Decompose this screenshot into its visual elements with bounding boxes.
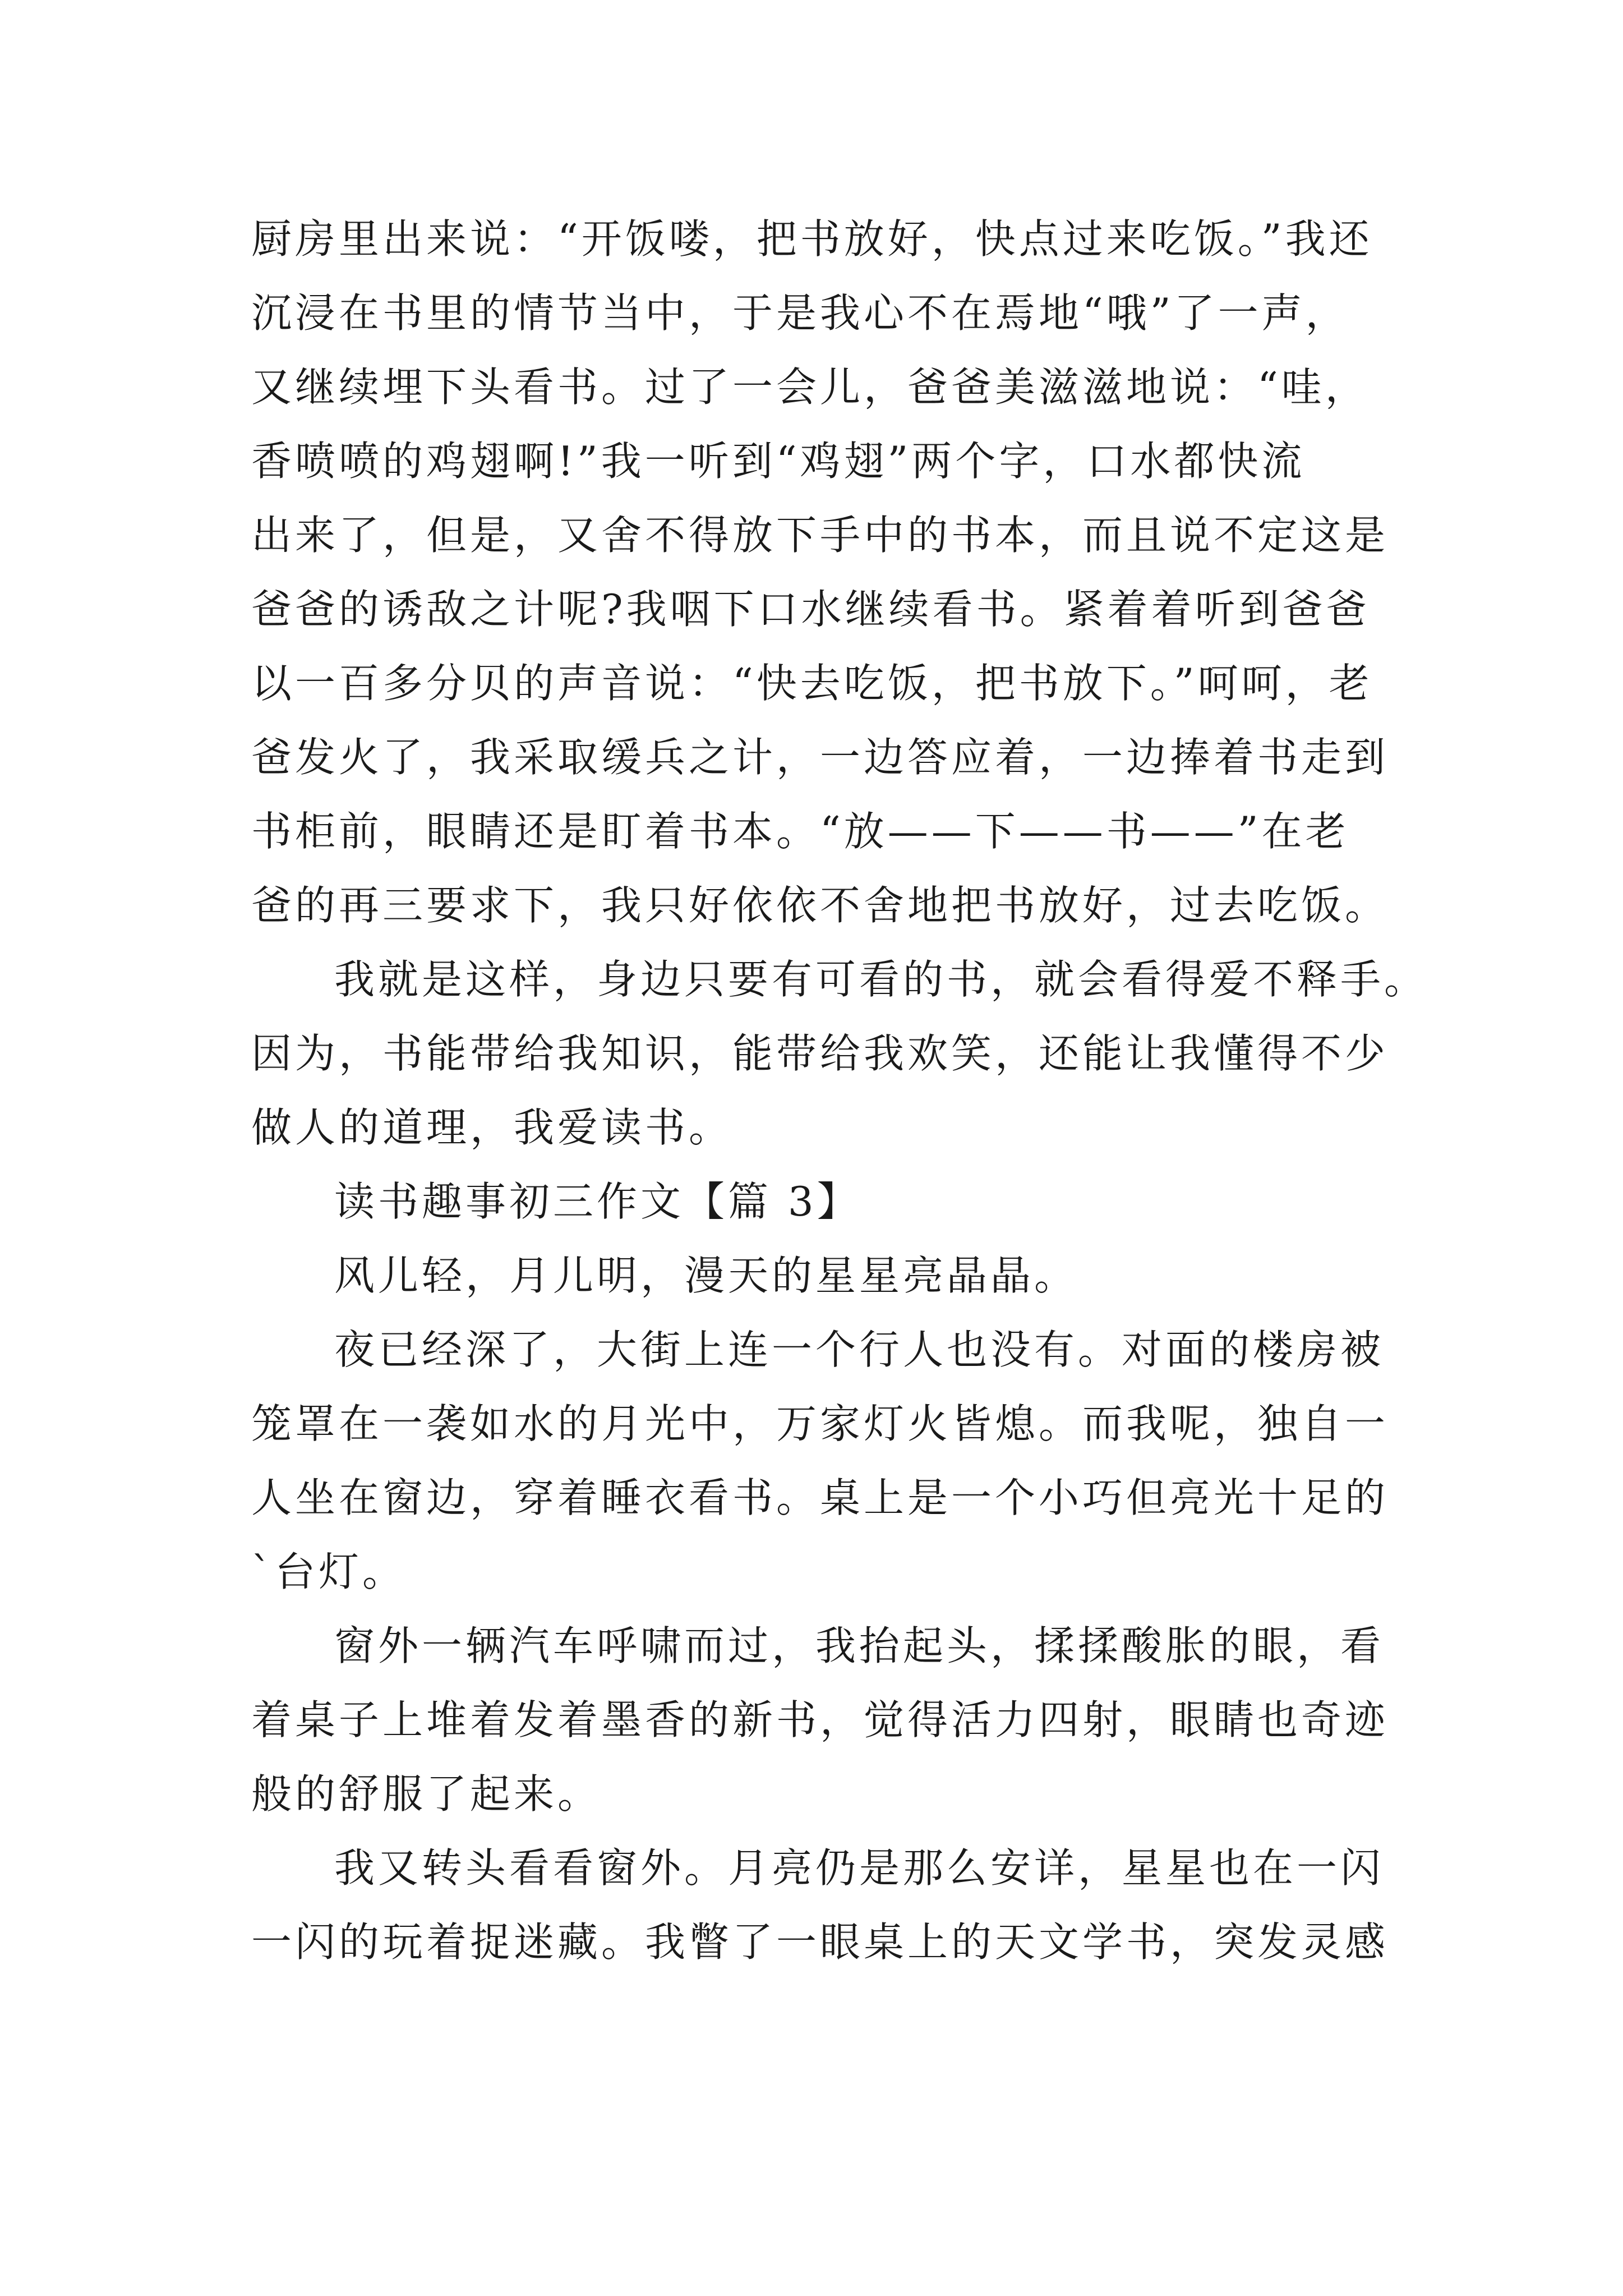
text-line: 风儿轻，月儿明，漫天的星星亮晶晶。 (334, 1252, 1078, 1299)
text-line: 着桌子上堆着发着墨香的新书，觉得活力四射，眼睛也奇迹 (251, 1696, 1389, 1743)
text-line: 厨房里出来说：“开饭喽，把书放好，快点过来吃饭。”我还 (251, 215, 1373, 263)
text-line: 夜已经深了，大街上连一个行人也没有。对面的楼房被 (334, 1326, 1385, 1373)
text-line: 我就是这样，身边只要有可看的书，就会看得爱不释手。 (334, 956, 1428, 1003)
text-line: 又继续埋下头看书。过了一会儿，爸爸美滋滋地说：“哇， (251, 364, 1369, 411)
text-line: 爸爸的诱敌之计呢?我咽下口水继续看书。紧着着听到爸爸 (251, 586, 1370, 633)
text-line: 以一百多分贝的声音说：“快去吃饭，把书放下。”呵呵，老 (251, 660, 1373, 707)
text-line: 般的舒服了起来。 (251, 1770, 602, 1818)
section-heading: 读书趣事初三作文【篇 3】 (334, 1178, 861, 1225)
text-line: 香喷喷的鸡翅啊!”我一听到“鸡翅”两个字，口水都快流 (251, 438, 1306, 485)
text-line: 沉浸在书里的情节当中，于是我心不在焉地“哦”了一声， (251, 289, 1349, 337)
text-line: 爸发火了，我采取缓兵之计，一边答应着，一边捧着书走到 (251, 734, 1389, 781)
text-line: 我又转头看看窗外。月亮仍是那么安详，星星也在一闪 (334, 1844, 1385, 1892)
text-line: 做人的道理，我爱读书。 (251, 1104, 733, 1151)
article-body (251, 202, 1428, 1979)
text-line: 人坐在窗边，穿着睡衣看书。桌上是一个小巧但亮光十足的 (251, 1474, 1389, 1521)
text-line: 窗外一辆汽车呼啸而过，我抬起头，揉揉酸胀的眼，看 (334, 1622, 1385, 1669)
text-line: 爸的再三要求下，我只好依依不舍地把书放好，过去吃饭。 (251, 882, 1389, 929)
text-line: 一闪的玩着捉迷藏。我瞥了一眼桌上的天文学书，突发灵感 (251, 1918, 1389, 1966)
text-line: 因为，书能带给我知识，能带给我欢笑，还能让我懂得不少 (251, 1030, 1389, 1077)
text-line: `台灯。 (251, 1548, 407, 1595)
text-line: 出来了，但是，又舍不得放下手中的书本，而且说不定这是 (251, 512, 1389, 559)
text-line: 笼罩在一袭如水的月光中，万家灯火皆熄。而我呢，独自一 (251, 1400, 1389, 1447)
text-line: 书柜前，眼睛还是盯着书本。“放——下——书——”在老 (251, 808, 1349, 855)
